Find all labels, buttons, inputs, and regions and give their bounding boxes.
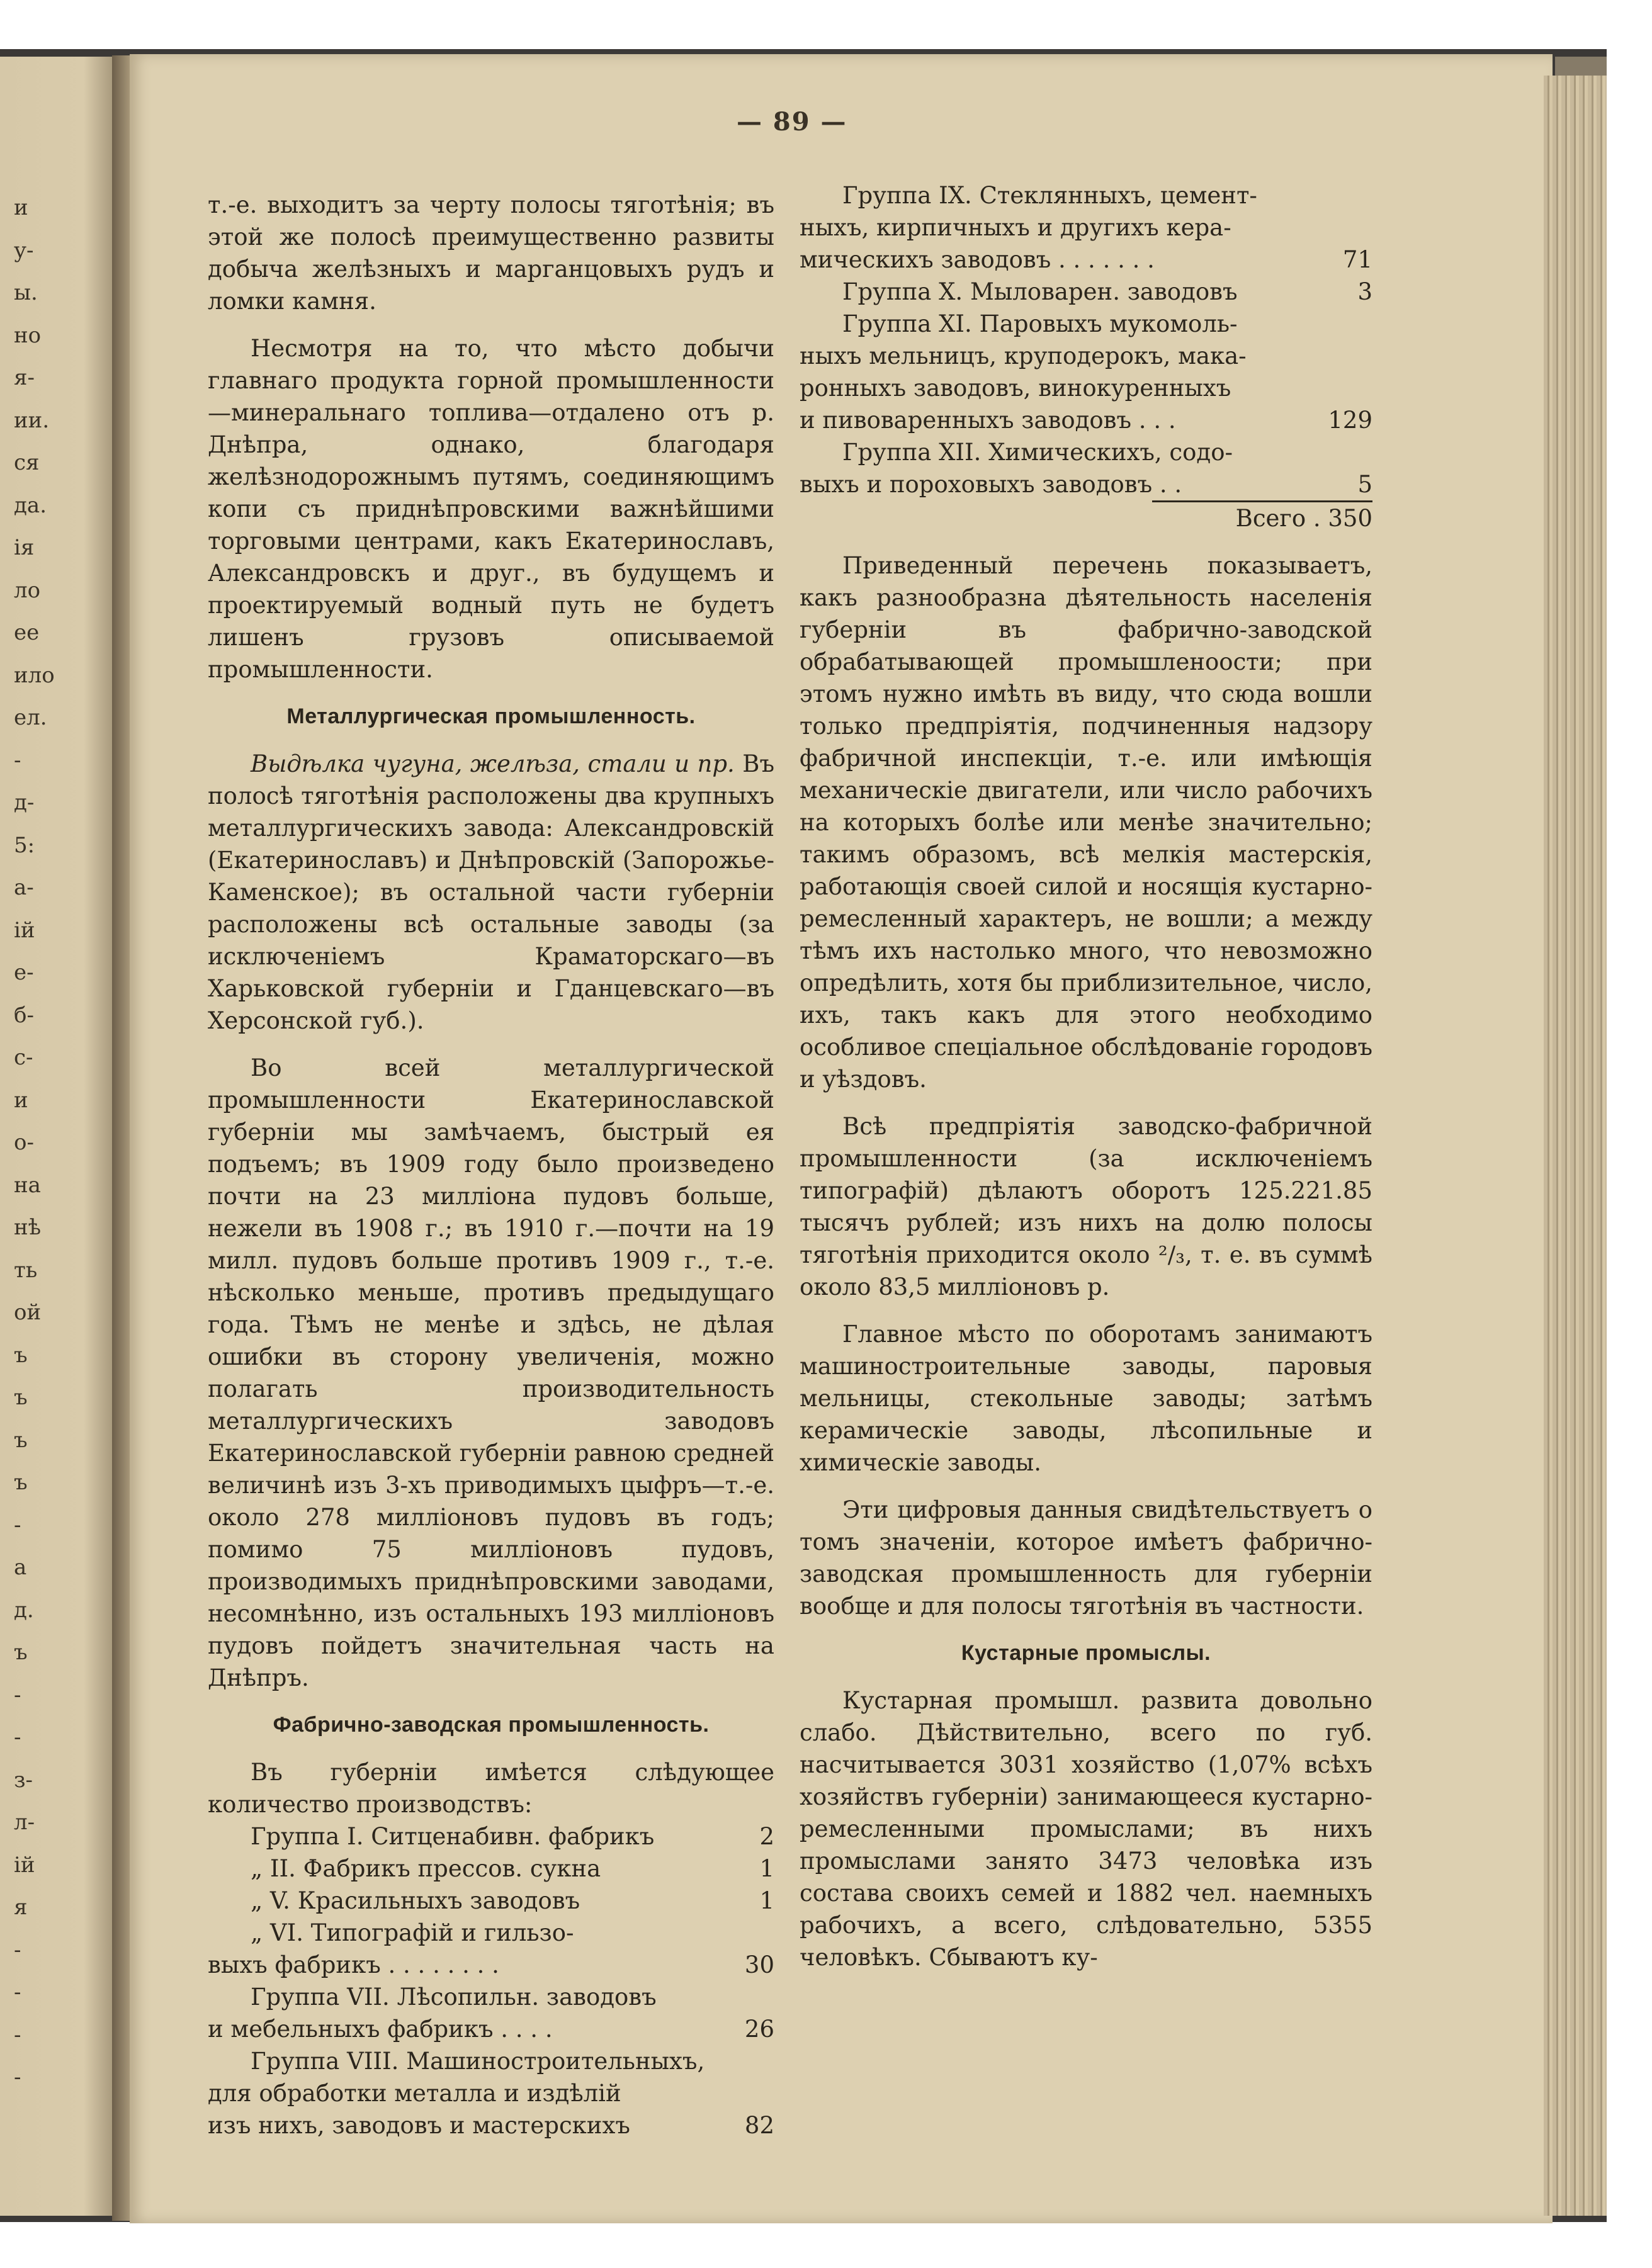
group-row: [800, 212, 1372, 244]
group-label: мическихъ заводовъ . . . . . . .: [800, 246, 1155, 273]
paragraph: Главное мѣсто по оборотамъ занимаютъ машиностроительные заводы, паровыя мельницы, стекольные заводы; затѣмъ керамическіе заводы, лѣсопильные и химическіе заводы.: [800, 1321, 1372, 1476]
group-row: [208, 1853, 774, 1885]
total-row: [1152, 500, 1372, 534]
left-page-fragment: ило: [14, 662, 55, 688]
paragraph: [208, 748, 774, 1037]
left-page-fragment: да.: [14, 492, 47, 518]
left-page-fragment: ъ: [14, 1470, 28, 1495]
left-page-fragment: ій: [14, 917, 35, 943]
group-label: Группа XI. Паровыхъ мукомоль-: [842, 310, 1238, 337]
left-page-fragment: ся: [14, 450, 40, 475]
group-label: „ V. Красильныхъ заводовъ: [251, 1887, 580, 1914]
left-page-fragment: -: [14, 1980, 21, 2005]
left-page-fragment: -: [14, 747, 21, 773]
paragraph: Кустарная промышл. развита довольно слабо. Дѣйствительно, всего по губ. насчитывается 3031 хозяйство (1,07% всѣхъ хозяйствъ губерніи) занимающееся кустарно-ремесленными промыслами; въ нихъ промыслами занято 3473 человѣка изъ состава своихъ семей и 1882 чел. наемныхъ рабочихъ, а всего, слѣдовательно, 5355 человѣкъ. Сбываютъ ку-: [800, 1687, 1372, 1971]
left-page-fragment: я-: [14, 365, 35, 390]
group-label: ронныхъ заводовъ, винокуренныхъ: [800, 375, 1231, 402]
group-row: [800, 244, 1372, 276]
group-label: Группа VII. Лѣсопильн. заводовъ: [251, 1983, 657, 2011]
group-label: ныхъ, кирпичныхъ и другихъ кера-: [800, 214, 1231, 241]
left-page-fragment: ія: [14, 535, 35, 560]
left-page-fragment: ы.: [14, 280, 38, 305]
group-label: „ II. Фабрикъ прессов. сукна: [251, 1855, 601, 1882]
group-label: ныхъ мельницъ, круподерокъ, мака-: [800, 342, 1247, 370]
paragraph: Во всей металлургической промышленности Екатеринославской губерніи мы замѣчаемъ, быстрый ея подъемъ; въ 1909 году было произведено почти на 23 милліона пудовъ больше, нежели въ 1908 г.; въ 1910 г.—почти на 19 милл. пудовъ больше противъ 1909 г., т.-е. нѣсколько меньше, противъ предыдущаго года. Тѣмъ не менѣе и здѣсь, не дѣлая ошибки въ сторону увеличенія, можно полагать производительность металлургическихъ заводовъ Екатеринославской губерніи равною средней величинѣ изъ 3-хъ приводимыхъ цыфръ—т.-е. около 278 милліоновъ пудовъ въ годъ; помимо 75 милліоновъ пудовъ, производимыхъ приднѣпровскими заводами, несомнѣнно, изъ остальныхъ 193 милліоновъ пудовъ пойдетъ значительная часть на Днѣпръ.: [208, 1054, 774, 1691]
group-count: 2: [759, 1823, 774, 1850]
group-label: и мебельныхъ фабрикъ . . . .: [208, 2016, 553, 2043]
left-page-fragment: д-: [14, 790, 35, 815]
left-page-fragment: и: [14, 195, 28, 220]
italic-lead: Выдѣлка чугуна, желѣза, стали и пр.: [251, 750, 735, 777]
paragraph: Приведенный перечень показываетъ, какъ разнообразна дѣятельность населенія губерніи въ фабрично-заводской обрабатывающей промышленоости; при этомъ нужно имѣть въ виду, что сюда вошли только предпріятія, подчиненныя надзору фабричной инспекціи, т.-е. или имѣющія механическіе двигатели, или число рабочихъ на которыхъ болѣе или менѣе значительно; такимъ образомъ, всѣ мелкія мастерскія, работающія своей силой и носящія кустарно-ремесленный характеръ, не вошли; а между тѣмъ ихъ настолько много, что невозможно опредѣлить, хотя бы приблизительное, число, ихъ, такъ какъ для этого необходимо особливое спеціальное обслѣдованіе городовъ и уѣздовъ.: [800, 552, 1372, 1093]
left-page-fragment: ло: [14, 577, 41, 603]
left-page-fragment: е-: [14, 960, 34, 985]
total-label: Всего . 350: [1235, 505, 1372, 532]
group-row: [208, 2109, 774, 2141]
left-page-fragment: -: [14, 1512, 21, 1538]
group-count: 71: [1342, 246, 1372, 273]
left-page-fragment: ъ: [14, 1427, 28, 1453]
page-stack-edge: [1544, 76, 1607, 2216]
left-page-fragment: ъ: [14, 1385, 28, 1410]
left-page-fragment: 5:: [14, 832, 35, 858]
left-page-fragment: ел.: [14, 705, 47, 730]
group-row: [208, 2013, 774, 2045]
left-page-fragment: з-: [14, 1767, 33, 1793]
group-label: Группа XII. Химическихъ, содо-: [842, 439, 1233, 466]
group-row: [800, 436, 1372, 468]
left-page-fragment: б-: [14, 1002, 34, 1028]
group-row: [208, 1981, 774, 2013]
group-count: 82: [744, 2112, 774, 2139]
group-row: [800, 340, 1372, 372]
left-page-fragment: нѣ: [14, 1215, 42, 1240]
group-label: Группа I. Ситценабивн. фабрикъ: [251, 1823, 655, 1850]
group-count: 1: [759, 1855, 774, 1882]
left-page-fragment: ть: [14, 1257, 38, 1283]
left-page-fragment: у-: [14, 237, 34, 263]
group-row: [800, 276, 1372, 308]
left-page-fragment: ее: [14, 620, 40, 645]
right-column: [800, 179, 1372, 1973]
group-row: [208, 1820, 774, 1853]
group-count: 5: [1357, 471, 1372, 498]
left-page-fragment: л-: [14, 1810, 35, 1835]
paragraph-body: Въ полосѣ тяготѣнія расположены два крупныхъ металлургическихъ завода: Александровскій (Екатеринославъ) и Днѣпровскій (Запорожье-Каменское); въ остальной части губерніи расположены всѣ остальные заводы (за исключеніемъ Краматорскаго—въ Харьковской губерніи и Гданцевскаго—въ Херсонской губ.).: [208, 750, 774, 1034]
group-list: [208, 1820, 774, 2141]
group-count: 26: [744, 2016, 774, 2043]
group-row: [800, 308, 1372, 340]
left-page-fragment: и: [14, 1087, 28, 1113]
group-row: [800, 404, 1372, 436]
group-count: 30: [744, 1951, 774, 1978]
group-label: Группа IX. Стеклянныхъ, цемент-: [842, 182, 1257, 209]
paragraph: Всѣ предпріятія заводско-фабричной промышленности (за исключеніемъ типографій) дѣлаютъ оборотъ 125.221.85 тысячъ рублей; изъ нихъ на долю полосы тяготѣнія приходится около ²/₃, т. е. въ суммѣ около 83,5 милліоновъ р.: [800, 1113, 1372, 1300]
group-row: [208, 1949, 774, 1981]
left-page-fragment: я: [14, 1895, 28, 1920]
group-label: „ VI. Типографій и гильзо-: [251, 1919, 574, 1946]
left-page-fragment: с-: [14, 1045, 33, 1070]
left-page-fragment: д.: [14, 1597, 34, 1623]
left-page-fragment: -: [14, 2065, 21, 2090]
left-page-fragment: а: [14, 1555, 27, 1580]
group-label: выхъ и пороховыхъ заводовъ . .: [800, 471, 1182, 498]
left-page-fragment: ій: [14, 1852, 35, 1878]
group-label: для обработки металла и издѣлій: [208, 2080, 621, 2107]
left-page-fragment: -: [14, 1682, 21, 1708]
group-label: Группа VIII. Машиностроительныхъ,: [251, 2048, 705, 2075]
left-page-fragment: но: [14, 322, 42, 348]
left-page-fragment: ъ: [14, 1640, 28, 1665]
section-heading: Металлургическая промышленность.: [286, 704, 696, 728]
group-row: [208, 1885, 774, 1917]
group-row: [800, 179, 1372, 212]
left-page-fragment: а-: [14, 875, 34, 900]
left-page-fragment: -: [14, 1937, 21, 1963]
section-heading: Кустарные промыслы.: [961, 1641, 1211, 1665]
group-row: [208, 2077, 774, 2109]
group-row: [208, 2045, 774, 2077]
paragraph: Эти цифровыя данныя свидѣтельствуетъ о томъ значеніи, которое имѣетъ фабрично-заводская промышленность для губерніи вообще и для полосы тяготѣнія въ частности.: [800, 1496, 1372, 1620]
section-heading: Фабрично-заводская промышленность.: [273, 1713, 710, 1737]
group-label: и пивоваренныхъ заводовъ . . .: [800, 407, 1176, 434]
group-row: [800, 372, 1372, 404]
left-page-fragment: ъ: [14, 1342, 28, 1368]
left-page-fragment: -: [14, 1725, 21, 1750]
group-count: 3: [1357, 278, 1372, 305]
group-label: Группа X. Мыловарен. заводовъ: [842, 278, 1238, 305]
group-label: выхъ фабрикъ . . . . . . . .: [208, 1951, 499, 1978]
left-page-fragment: на: [14, 1172, 41, 1198]
left-page-fragment: о-: [14, 1130, 34, 1155]
group-label: изъ нихъ, заводовъ и мастерскихъ: [208, 2112, 630, 2139]
group-row: [800, 468, 1372, 500]
group-count: 1: [759, 1887, 774, 1914]
left-page-fragment: ии.: [14, 407, 50, 433]
group-list: [800, 179, 1372, 500]
page-number: — 89 —: [737, 107, 847, 137]
left-page-fragment: ой: [14, 1300, 42, 1325]
group-row: [208, 1917, 774, 1949]
group-count: 129: [1328, 407, 1372, 434]
paragraph: т.-е. выходитъ за черту полосы тяготѣнія; въ этой же полосѣ преимущественно развиты добыча желѣзныхъ и марганцовыхъ рудъ и ломки камня.: [208, 191, 774, 315]
paragraph: Несмотря на то, что мѣсто добычи главнаго продукта горной промышленности—минеральнаго топлива—отдалено отъ р. Днѣпра, однако, благодаря желѣзнодорожнымъ путямъ, соединяющимъ копи съ приднѣпровскими важнѣйшими торговыми центрами, какъ Екатеринославъ, Александровскъ и друг., въ будущемъ и проектируемый водный путь не будетъ лишенъ грузовъ описываемой промышленности.: [208, 335, 774, 683]
paragraph: Въ губерніи имѣется слѣдующее количество производствъ:: [208, 1759, 774, 1818]
left-page-fragment: -: [14, 2022, 21, 2048]
left-column: [208, 189, 774, 2141]
